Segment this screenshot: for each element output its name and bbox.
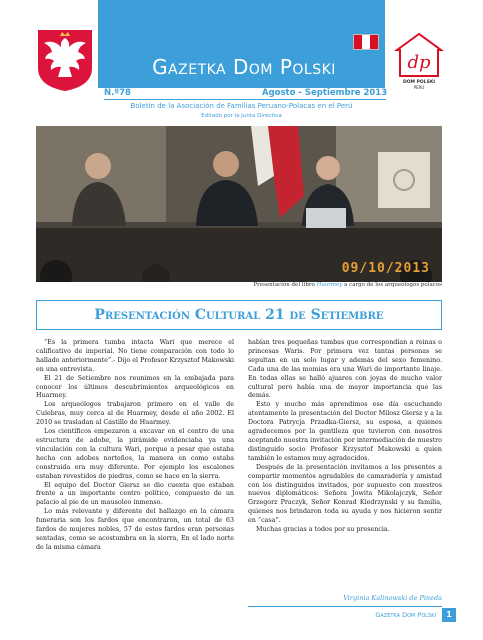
photo-date-stamp: 09/10/2013 [341, 261, 430, 276]
header-rule [104, 99, 386, 100]
page-number: 1 [442, 608, 456, 622]
svg-text:dp: dp [407, 52, 431, 73]
dom-polski-logo-icon [391, 30, 447, 92]
paragraph: El 21 de Setiembre nos reunimos en la embajada para conocer los últimos descubrimientos arqueológicos en Huarmey. [36, 374, 234, 400]
logo-text-country: PERÚ [413, 85, 425, 90]
peru-flag-icon [353, 34, 379, 50]
polish-eagle-emblem-icon [36, 28, 94, 92]
footer-rule [248, 606, 442, 607]
paragraph: habían tres pequeñas tumbas que correspondían a reinas o princesas Waris. Por primera vez tantas personas se sepultan en un solo lugar y además del sexo femenino. Cada una de las momias era una Wari de importante linaje. En todas ellas se halló ajuares con joyas de mucho valor cultural pero había una de mayor importancia que las demás. [248, 339, 442, 400]
article-title: Presentación Cultural 21 de Setiembre [94, 307, 384, 323]
logo-text-name: DOM POLSKI [403, 80, 435, 85]
paragraph: “Es la primera tumba intacta Wari que merece el calificativo de imperial. No tiene comparación con todo lo hallado anteriormente”.- Dijo el Profesor Krzysztof Makowski en una entrevista. [36, 339, 234, 373]
caption-suffix: a cargo de los arqueologos polacos [342, 282, 442, 288]
paragraph: Los arqueólogos trabajaron primero en el valle de Culebras, muy cerca al de Huarmey, desde el año 2002. El 2010 se trasladan al Castillo de Huarmey. [36, 401, 234, 427]
editor-credit: Editado por la Junta Directiva [201, 113, 282, 119]
caption-italic: Huarmey [316, 282, 343, 288]
issue-number: N.º78 [104, 88, 131, 98]
newsletter-subtitle: Boletín de la Asociación de Familias Peruano-Polacas en el Perú [130, 102, 353, 110]
paragraph: Los científicos empezaron a excavar en el centro de una estructura de adobe, la pirámide evidenciaba ya una vinculación con la cultura Wari, porque a pesar que estaba hecha con adobes norteños, la manera en como estaba construida era muy diferente. Por ejemplo los escalones estaban revestidos de piedras, como se hace en la sierra. [36, 428, 234, 480]
article-column-right [248, 339, 442, 535]
photo-caption [36, 282, 442, 288]
paragraph: El equipo del Doctor Giersz se dio cuenta que estaban frente a un importante centro político, compuesto de un palacio al pie de un mausoleo inmenso. [36, 481, 234, 507]
article-column-left [36, 339, 234, 553]
issue-date: Agosto - Septiembre 2013 [262, 88, 388, 98]
paragraph: Lo más relevante y diferente del hallazgo en la cámara funeraria son los fardos que encontraron, un total de 63 fardos de mujeres nobles, 57 de estos fardos eran personas sentadas, como se acostumbra en la sierra, En el lado norte de la misma cámara [36, 508, 234, 551]
article-signature: Virginia Kalinowski de Pineda [343, 594, 442, 602]
footer-title: Gazetka Dom Polski [375, 611, 436, 619]
event-photo [36, 126, 442, 282]
newsletter-title: Gazetka Dom Polski [152, 55, 336, 79]
caption-prefix: Presentación del libro [253, 282, 317, 288]
paragraph: Muchas gracias a todos por su presencia. [256, 526, 390, 534]
event-photo-illustration [36, 126, 442, 282]
paragraph: Después de la presentación invitamos a los presentes a compartir momentos agradables de camaradería y amistad con los distinguidos invitados, por supuesto con nuestros nuevos diplomáticos: Señora Jowita Mikolajczyk, Señor Grzegorz Praczyk, Señor Konrad Kiedrzynski y su familia, quienes nos brindaron toda su ayuda y nos hicieron sentir en “casa”. [248, 463, 442, 525]
paragraph: Esto y mucho más aprendimos ese día escuchando atentamente la presentación del Doctor Milosz Giersz y a la Doctora Patrycja Przadka-Giersz, su esposa, a quienes agradecemos por la gentileza que tuvieron con nosotros aceptando nuestra invitación por intermediación de nuestro distinguido socio Profesor Krzysztof Makowski a quien también le estamos muy agradecidos. [248, 401, 442, 462]
